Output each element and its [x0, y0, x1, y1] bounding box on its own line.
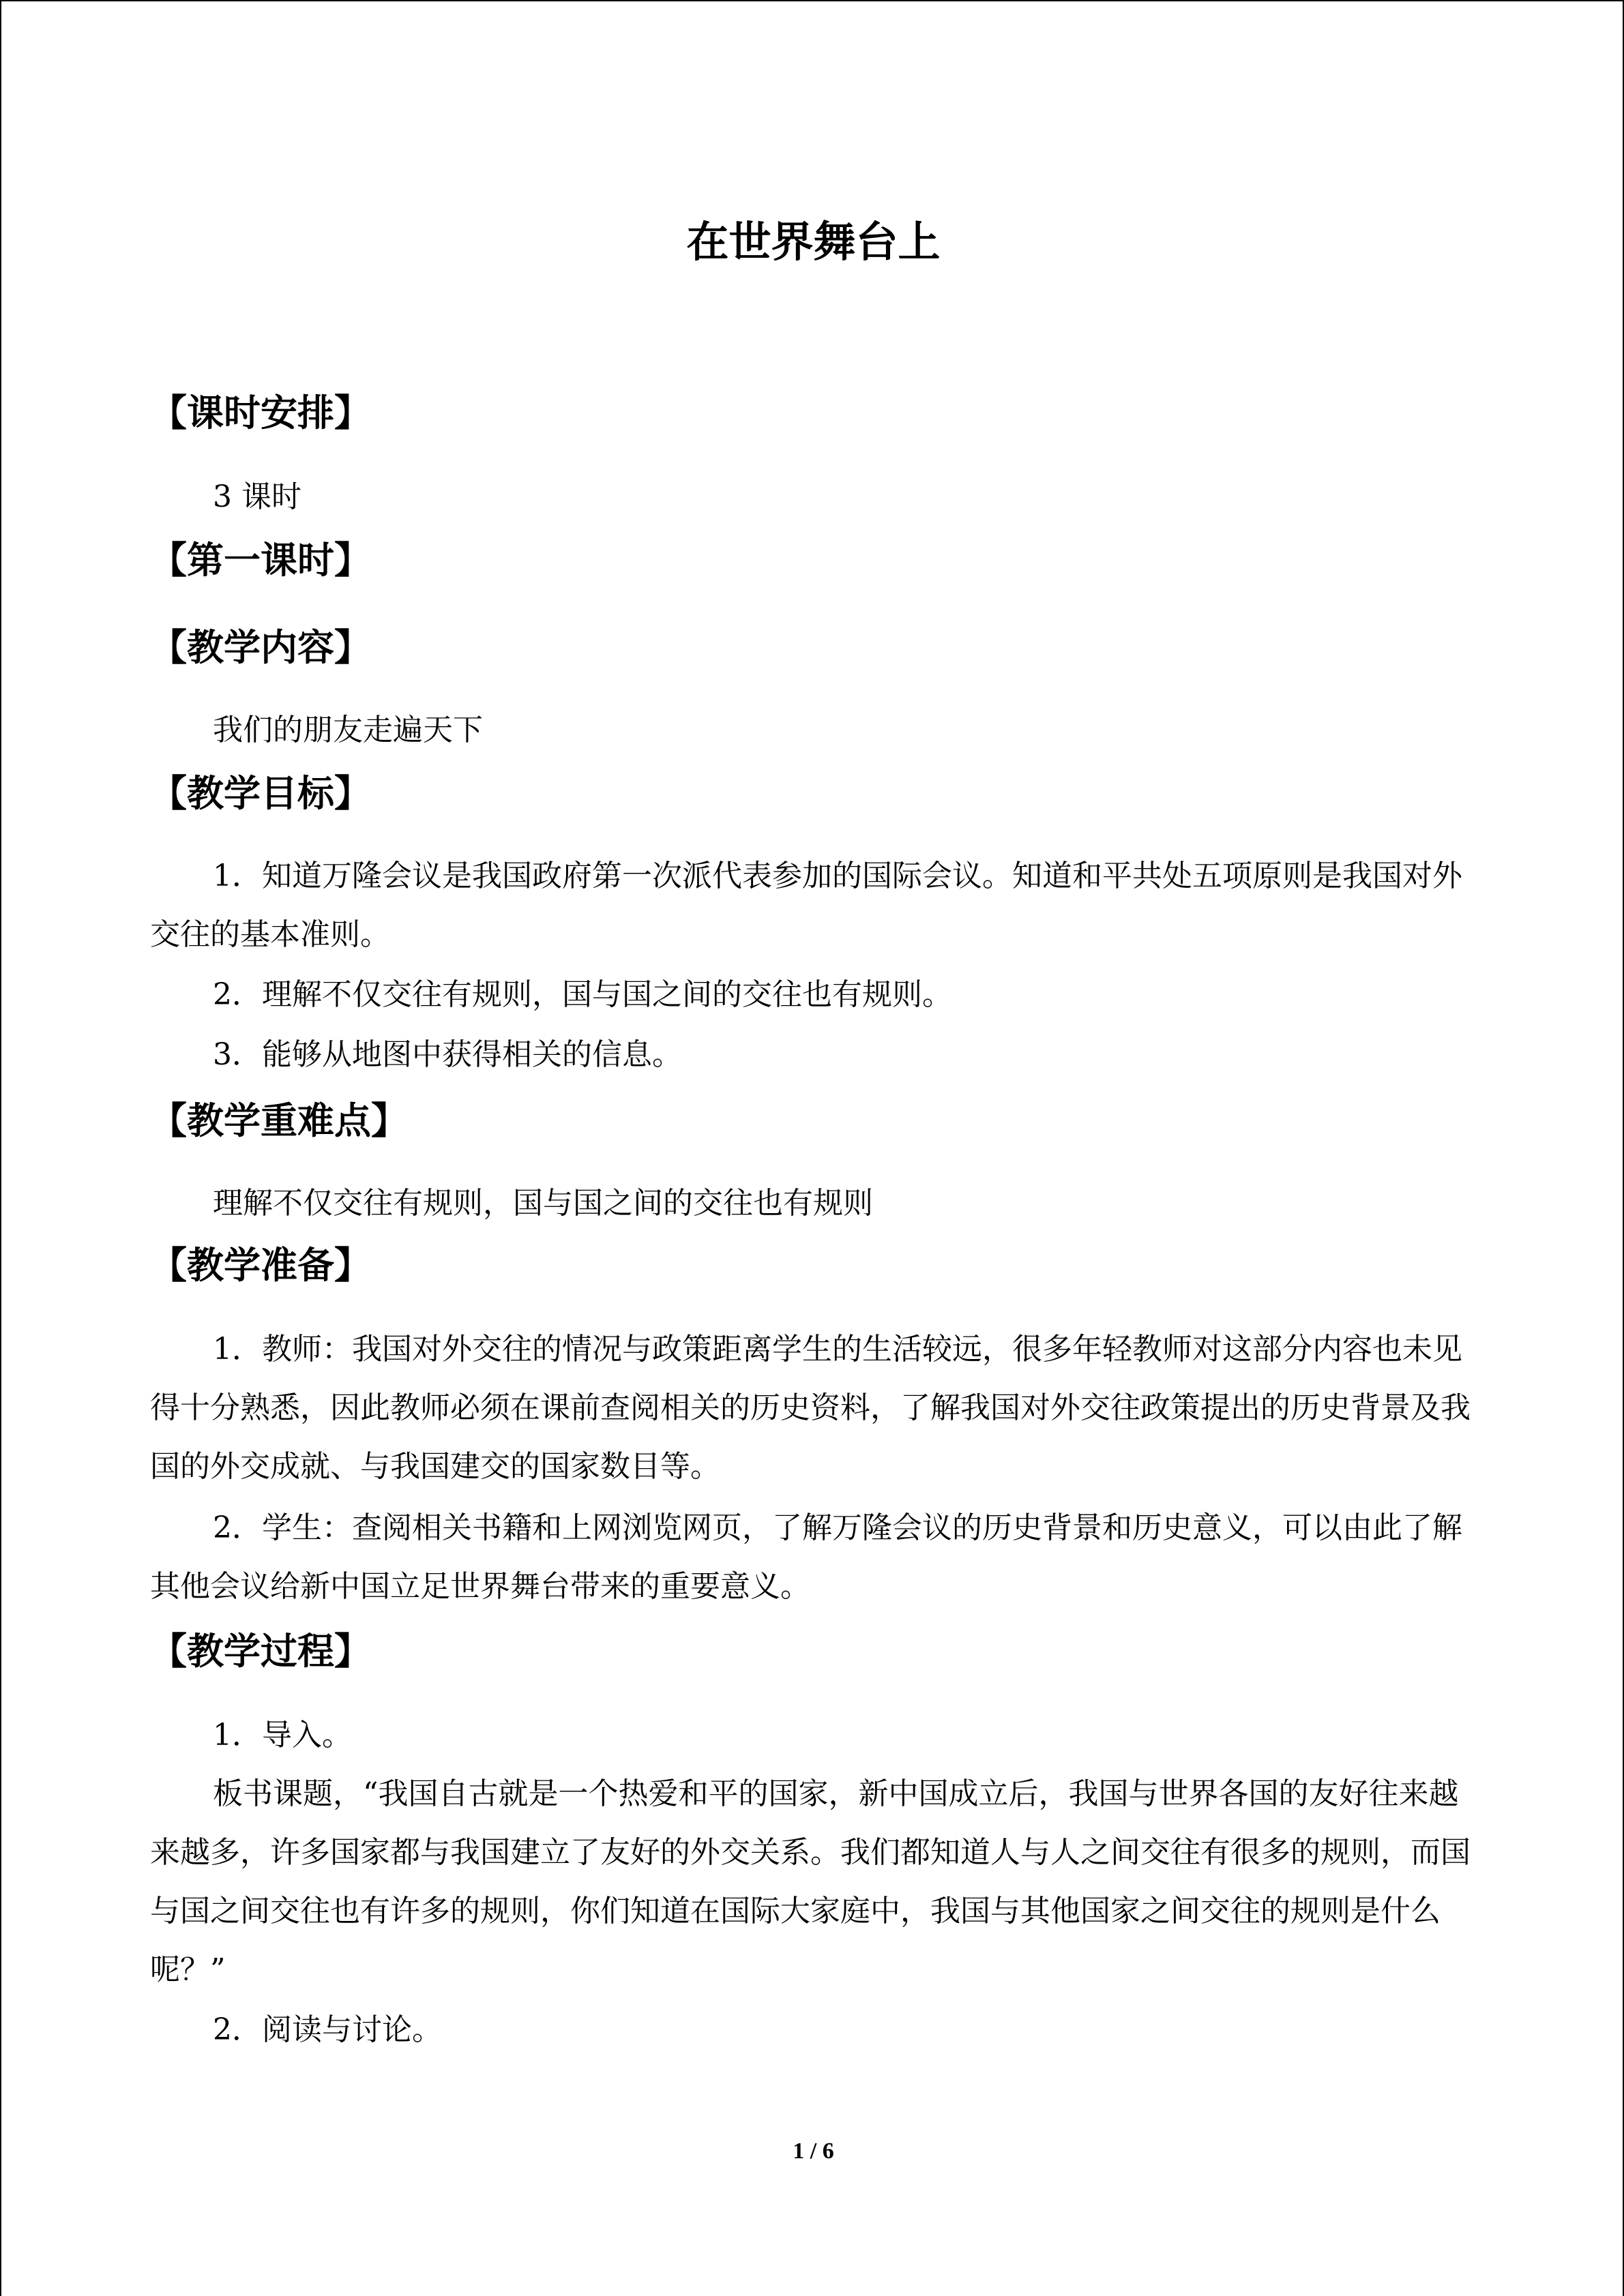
section-heading-schedule: 【课时安排】: [150, 391, 371, 434]
section-heading-preparation: 【教学准备】: [150, 1244, 371, 1287]
section-heading-process: 【教学过程】: [150, 1630, 371, 1673]
key-points-text: 理解不仅交往有规则，国与国之间的交往也有规则: [213, 1186, 873, 1221]
process-step-intro: 1．导入。: [213, 1718, 352, 1753]
objective-item-1: 1．知道万隆会议是我国政府第一次派代表参加的国际会议。知道和平共处五项原则是我国对外交往的基本准则。: [150, 859, 1462, 952]
preparation-teacher: 1．教师：我国对外交往的情况与政策距离学生的生活较远，很多年轻教师对这部分内容也未见得十分熟悉，因此教师必须在课前查阅相关的历史资料，了解我国对外交往政策提出的历史背景及我国的外交成就、与我国建交的国家数目等。: [150, 1332, 1471, 1484]
schedule-text: 3 课时: [213, 479, 301, 514]
process-intro-text: 板书课题，“我国自古就是一个热爱和平的国家，新中国成立后，我国与世界各国的友好往来越来越多，许多国家都与我国建立了友好的外交关系。我们都知道人与人之间交往有很多的规则，而国与国之间交往也有许多的规则，你们知道在国际大家庭中，我国与其他国家之间交往的规则是什么呢？”: [150, 1776, 1471, 1987]
process-step-reading: 2．阅读与讨论。: [213, 2012, 442, 2047]
section-heading-content: 【教学内容】: [150, 626, 371, 669]
section-heading-objectives: 【教学目标】: [150, 772, 371, 815]
content-text: 我们的朋友走遍天下: [213, 713, 483, 747]
preparation-student: 2．学生：查阅相关书籍和上网浏览网页，了解万隆会议的历史背景和历史意义，可以由此了解其他会议给新中国立足世界舞台带来的重要意义。: [150, 1510, 1462, 1604]
page-number: 1 / 6: [793, 2138, 834, 2164]
section-heading-first-lesson: 【第一课时】: [150, 539, 371, 582]
objective-item-3: 3．能够从地图中获得相关的信息。: [213, 1037, 682, 1072]
objective-item-2: 2．理解不仅交往有规则，国与国之间的交往也有规则。: [213, 977, 952, 1012]
page-title: 在世界舞台上: [686, 217, 941, 267]
section-heading-key-points: 【教学重难点】: [150, 1099, 408, 1142]
